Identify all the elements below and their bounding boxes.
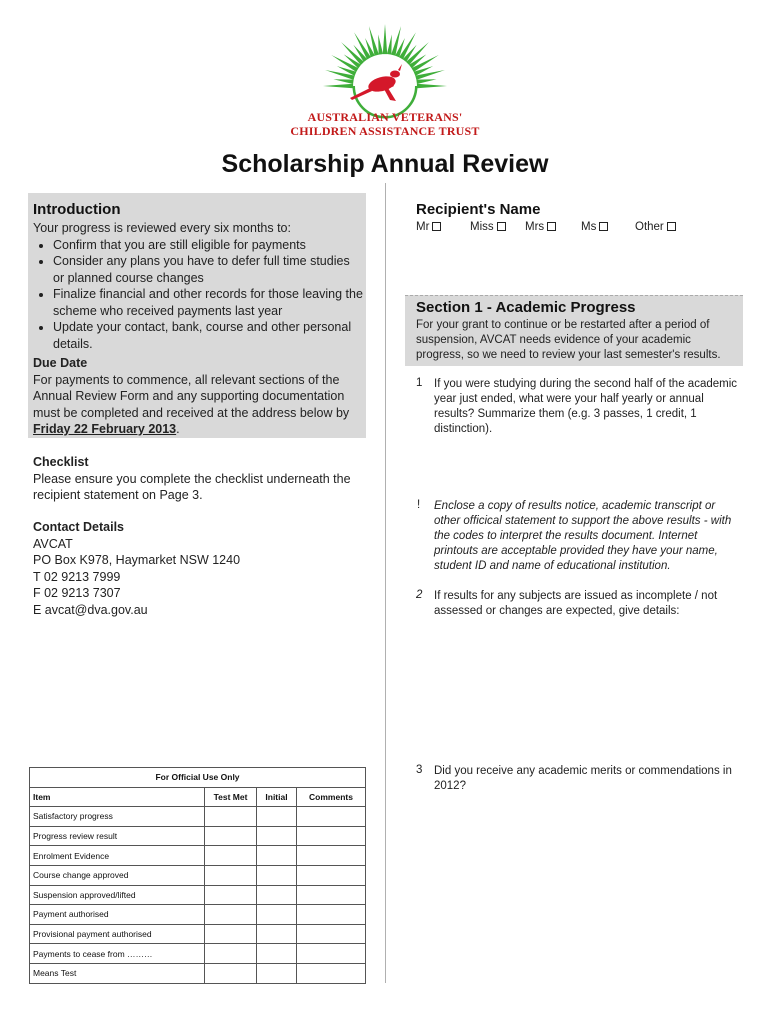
test-met-cell[interactable] [205, 865, 257, 885]
contact-phone: T 02 9213 7999 [33, 569, 121, 584]
due-date-value: Friday 22 February 2013 [33, 422, 177, 436]
contact-heading: Contact Details [33, 520, 124, 534]
checkbox-icon[interactable] [497, 222, 506, 231]
row-item-label: Payment authorised [30, 905, 205, 925]
checkbox-icon[interactable] [599, 222, 608, 231]
row-item-label: Progress review result [30, 826, 205, 846]
due-date-text [33, 372, 363, 438]
comments-cell[interactable] [297, 865, 366, 885]
table-row [30, 924, 366, 944]
question-3-text: Did you receive any academic merits or commendations in 2012? [434, 765, 732, 792]
intro-bullet: • Update your contact, bank, course and other personal details. [53, 319, 363, 352]
note-icon: ! [417, 499, 421, 511]
sun-ray [378, 34, 383, 54]
table-row [30, 807, 366, 827]
row-item-label: Enrolment Evidence [30, 846, 205, 866]
test-met-cell[interactable] [205, 846, 257, 866]
option-label: Other [635, 221, 664, 233]
test-met-cell[interactable] [205, 807, 257, 827]
column-header: Item [30, 787, 205, 807]
comments-cell[interactable] [297, 807, 366, 827]
initial-cell[interactable] [257, 885, 297, 905]
introduction-body [33, 220, 363, 438]
comments-cell[interactable] [297, 924, 366, 944]
contact-fax: F 02 9213 7307 [33, 586, 121, 600]
sun-ray [383, 24, 387, 54]
checklist-heading: Checklist [33, 455, 89, 469]
test-met-cell[interactable] [205, 944, 257, 964]
question-2-text: If results for any subjects are issued as incomplete / not assessed or changes are expected, give details: [434, 590, 718, 617]
checkbox-icon[interactable] [667, 222, 676, 231]
checkbox-icon[interactable] [432, 222, 441, 231]
comments-cell[interactable] [297, 885, 366, 905]
row-item-label: Payments to cease from ……… [30, 944, 205, 964]
table-row [30, 905, 366, 925]
introduction-heading: Introduction [33, 201, 121, 218]
test-met-cell[interactable] [205, 826, 257, 846]
title-option-mr[interactable] [416, 221, 441, 233]
initial-cell[interactable] [257, 924, 297, 944]
enclosure-note: Enclose a copy of results notice, academic transcript or other officical statement to support the above results - with the codes to interpret the results document. Internet printouts are acceptable provided they have your name, student ID and name of educational institution. [434, 500, 732, 572]
test-met-cell[interactable] [205, 963, 257, 983]
question-1-text: If you were studying during the second half of the academic year just ended, what were your half yearly or annual results? Summarize them (e.g. 3 passes, 1 credit, 1 distinction). [434, 378, 738, 435]
row-item-label: Satisfactory progress [30, 807, 205, 827]
table-row [30, 944, 366, 964]
initial-cell[interactable] [257, 963, 297, 983]
table-row [30, 885, 366, 905]
checklist-text: Please ensure you complete the checklist underneath the recipient statement on Page 3. [33, 471, 351, 502]
table-row [30, 963, 366, 983]
title-option-other[interactable] [635, 221, 676, 233]
initial-cell[interactable] [257, 826, 297, 846]
test-met-cell[interactable] [205, 885, 257, 905]
sun-ray [333, 79, 353, 84]
column-header: Comments [297, 787, 366, 807]
introduction-bullets [33, 237, 363, 353]
option-label: Mr [416, 221, 430, 233]
intro-bullet: • Finalize financial and other records for those leaving the scheme who received payments last year [53, 286, 363, 319]
due-date-heading: Due Date [33, 356, 88, 370]
page-title: Scholarship Annual Review [221, 150, 549, 178]
sun-ray [416, 79, 436, 84]
title-option-ms[interactable] [581, 221, 608, 233]
option-label: Ms [581, 221, 597, 233]
recipient-heading: Recipient's Name [416, 201, 541, 218]
contact-email: E avcat@dva.gov.au [33, 602, 148, 617]
title-option-mrs[interactable] [525, 221, 556, 233]
question-number: 3 [416, 764, 423, 776]
initial-cell[interactable] [257, 905, 297, 925]
sun-ray [387, 34, 392, 54]
checkbox-icon[interactable] [547, 222, 556, 231]
sun-ray [417, 84, 447, 88]
table-row [30, 846, 366, 866]
contact-section [33, 519, 363, 618]
org-name-line1: AUSTRALIAN VETERANS' [307, 110, 463, 124]
due-date-end: . [176, 422, 180, 436]
title-option-miss[interactable] [470, 221, 506, 233]
table-row [30, 865, 366, 885]
comments-cell[interactable] [297, 846, 366, 866]
section1-heading: Section 1 - Academic Progress [416, 299, 636, 316]
comments-cell[interactable] [297, 905, 366, 925]
option-label: Mrs [525, 221, 545, 233]
official-use-title: For Official Use Only [30, 768, 366, 788]
org-name-line2: CHILDREN ASSISTANCE TRUST [290, 124, 480, 138]
initial-cell[interactable] [257, 865, 297, 885]
intro-bullet: • Consider any plans you have to defer full time studies or planned course changes [53, 253, 363, 286]
test-met-cell[interactable] [205, 905, 257, 925]
initial-cell[interactable] [257, 944, 297, 964]
column-header: Initial [257, 787, 297, 807]
comments-cell[interactable] [297, 944, 366, 964]
section1-intro: For your grant to continue or be restarted after a period of suspension, AVCAT needs evidence of your academic progress, so we need to review your last semester's results. [416, 319, 721, 361]
row-item-label: Provisional payment authorised [30, 924, 205, 944]
checklist-section [33, 454, 363, 504]
column-divider [385, 183, 386, 983]
question-number: 2 [416, 589, 423, 601]
contact-org: AVCAT [33, 536, 73, 551]
table-row [30, 826, 366, 846]
comments-cell[interactable] [297, 963, 366, 983]
sun-ray [323, 84, 353, 88]
intro-bullet: • Confirm that you are still eligible for payments [53, 237, 363, 254]
introduction-lead: Your progress is reviewed every six months to: [33, 221, 291, 235]
question-number: 1 [416, 377, 423, 389]
due-date-sentence: For payments to commence, all relevant sections of the Annual Review Form and any supporting documentation must be completed and received at the address below by [33, 372, 350, 420]
comments-cell[interactable] [297, 826, 366, 846]
official-use-table [29, 767, 366, 984]
test-met-cell[interactable] [205, 924, 257, 944]
row-item-label: Means Test [30, 963, 205, 983]
contact-address: PO Box K978, Haymarket NSW 1240 [33, 553, 241, 567]
initial-cell[interactable] [257, 846, 297, 866]
initial-cell[interactable] [257, 807, 297, 827]
column-header: Test Met [205, 787, 257, 807]
row-item-label: Course change approved [30, 865, 205, 885]
option-label: Miss [470, 221, 494, 233]
row-item-label: Suspension approved/lifted [30, 885, 205, 905]
